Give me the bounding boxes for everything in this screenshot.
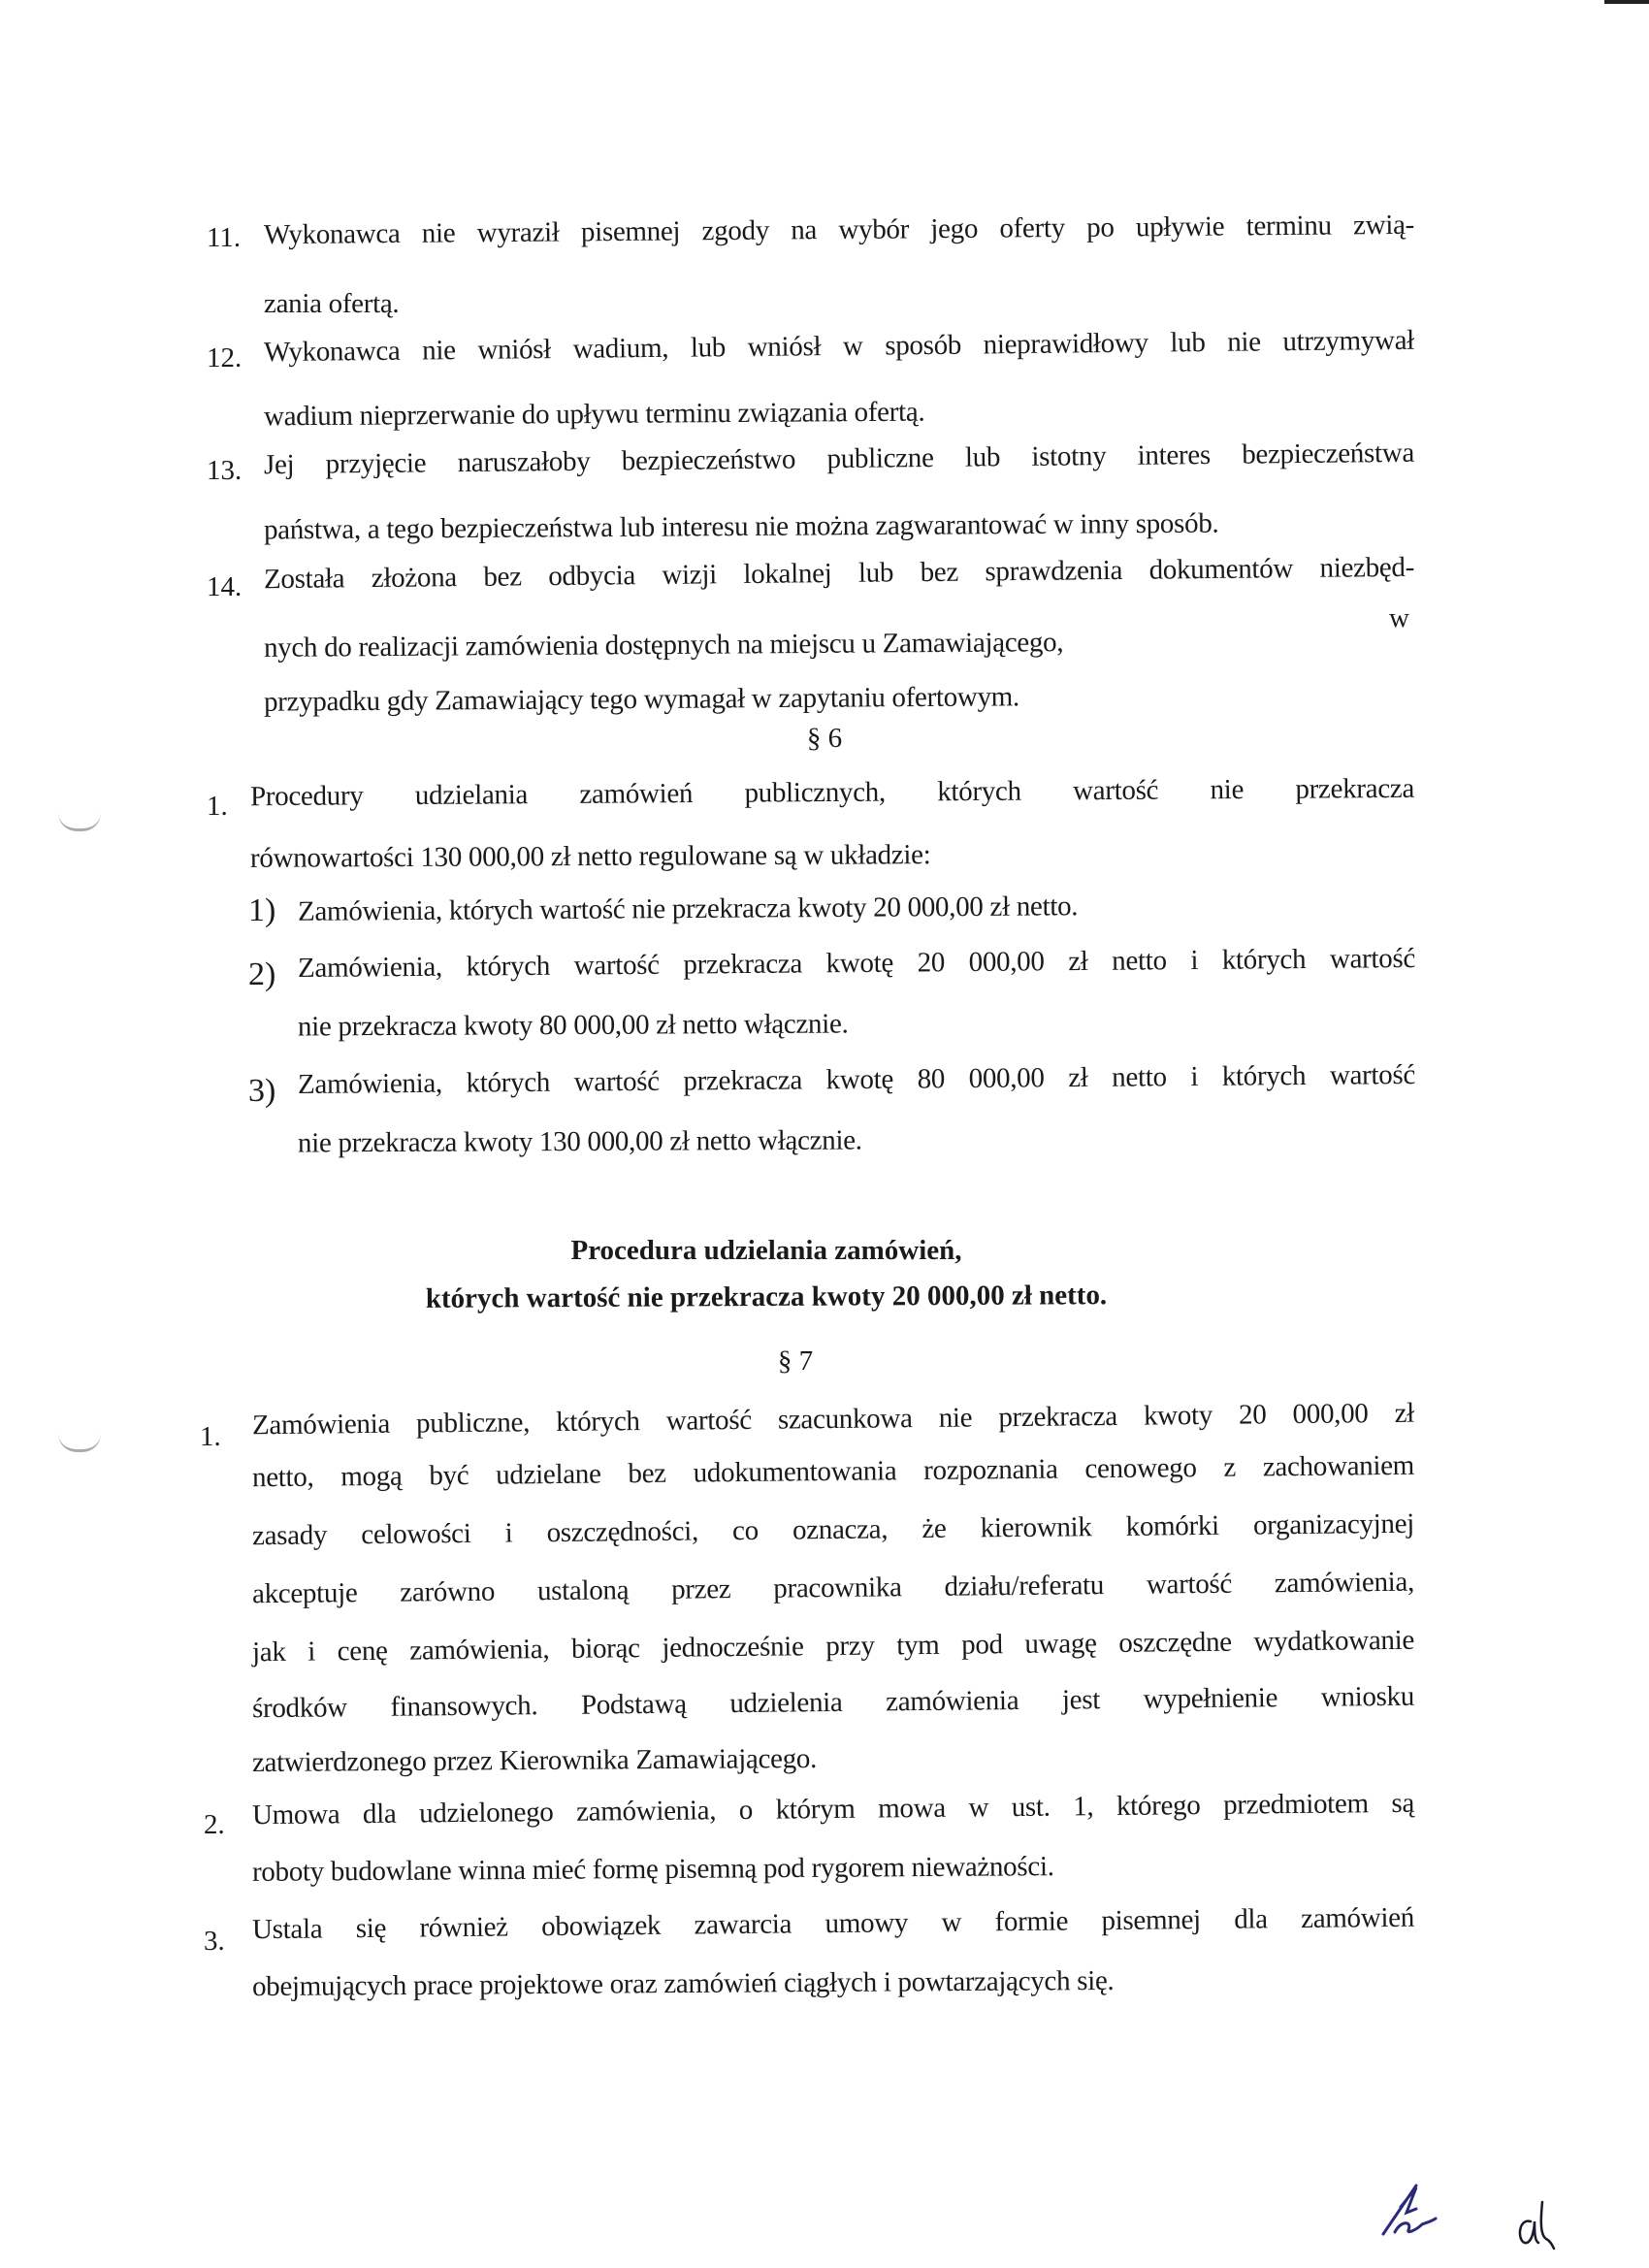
item-text: Wykonawca nie wyraził pisemnej zgody na wybór jego oferty po upływie terminu zwią- xyxy=(263,209,1415,251)
item-text: Została złożona bez odbycia wizji lokalnej lub bez sprawdzenia dokumentów niezbęd- xyxy=(263,551,1415,596)
item-number: 12. xyxy=(207,342,242,373)
item-text: akceptuje zarówno ustaloną przez pracownika działu/referatu wartość zamówienia, xyxy=(251,1566,1415,1610)
item-text: równowartości 130 000,00 zł netto regulowane są w układzie: xyxy=(249,839,931,874)
procedure-title-line-2: których wartość nie przekracza kwoty 20 000,00 zł netto. xyxy=(425,1280,1108,1314)
subitem-number: 3) xyxy=(248,1073,276,1109)
subitem-text: Zamówienia, których wartość przekracza kwotę 20 000,00 zł netto i których wartość xyxy=(297,942,1416,985)
item-text: Ustala się również obowiązek zawarcia umowy w formie pisemnej dla zamówień xyxy=(251,1901,1415,1946)
item-text: Umowa dla udzielonego zamówienia, o którym mowa w ust. 1, którego przedmiotem są xyxy=(251,1787,1415,1831)
punch-hole-mark xyxy=(58,1434,101,1452)
item-text: przypadku gdy Zamawiający tego wymagał w zapytaniu ofertowym. xyxy=(263,681,1020,718)
section-6-heading: § 6 xyxy=(806,723,843,754)
item-number: 11. xyxy=(207,222,242,253)
item-text: netto, mogą być udzielane bez udokumentowania rozpoznania cenowego z zachowaniem xyxy=(251,1449,1415,1494)
subitem-text: Zamówienia, których wartość nie przekracza kwoty 20 000,00 zł netto. xyxy=(297,891,1079,927)
item-number: 13. xyxy=(207,455,242,486)
item-text: jak i cenę zamówienia, biorąc jednocześnie przy tym pod uwagę oszczędne wydatkowanie xyxy=(251,1624,1415,1669)
item-text: w xyxy=(1389,602,1409,633)
item-text: Procedury udzielania zamówień publicznych, których wartość nie przekracza xyxy=(249,772,1415,813)
item-text: zania ofertą. xyxy=(264,288,400,319)
item-text: wadium nieprzerwanie do upływu terminu związania ofertą. xyxy=(263,396,925,433)
item-text: zasady celowości i oszczędności, co oznacza, że kierownik komórki organizacyjnej xyxy=(251,1507,1415,1552)
punch-hole-mark xyxy=(58,813,101,831)
item-number: 14. xyxy=(207,571,242,602)
item-text: środków finansowych. Podstawą udzielenia zamówienia jest wypełnienie wniosku xyxy=(251,1680,1415,1725)
subitem-number: 2) xyxy=(248,956,276,992)
item-text: nych do realizacji zamówienia dostępnych na miejscu u Zamawiającego, xyxy=(263,627,1064,664)
item-text: obejmujących prace projektowe oraz zamówień ciągłych i powtarzających się. xyxy=(251,1964,1115,2003)
item-text: państwa, a tego bezpieczeństwa lub interesu nie można zagwarantować w inny sposób. xyxy=(263,507,1219,546)
item-number: 2. xyxy=(204,1809,225,1840)
subitem-text: nie przekracza kwoty 130 000,00 zł netto włącznie. xyxy=(297,1124,862,1159)
item-number: 1. xyxy=(207,791,228,822)
item-text: Jej przyjęcie naruszałoby bezpieczeństwo publiczne lub istotny interes bezpieczeństwa xyxy=(263,437,1415,481)
subitem-number: 1) xyxy=(248,892,276,928)
section-7-heading: § 7 xyxy=(777,1345,814,1377)
subitem-text: Zamówienia, których wartość przekracza kwotę 80 000,00 zł netto i których wartość xyxy=(297,1058,1416,1101)
item-number: 1. xyxy=(200,1421,221,1452)
procedure-title-line-1: Procedura udzielania zamówień, xyxy=(570,1235,962,1266)
item-text: roboty budowlane winna mieć formę pisemną pod rygorem nieważności. xyxy=(251,1851,1054,1888)
item-text: zatwierdzonego przez Kierownika Zamawiającego. xyxy=(251,1742,818,1779)
item-text: Zamówienia publiczne, których wartość szacunkowa nie przekracza kwoty 20 000,00 zł xyxy=(251,1397,1415,1442)
signature-paraph-icon xyxy=(1513,2192,1562,2255)
item-text: Wykonawca nie wniósł wadium, lub wniósł w sposób nieprawidłowy lub nie utrzymywał xyxy=(263,324,1415,369)
signature-initials-icon xyxy=(1377,2178,1455,2246)
scan-edge-mark xyxy=(1604,0,1649,4)
item-number: 3. xyxy=(204,1926,225,1957)
subitem-text: nie przekracza kwoty 80 000,00 zł netto włącznie. xyxy=(297,1008,849,1043)
